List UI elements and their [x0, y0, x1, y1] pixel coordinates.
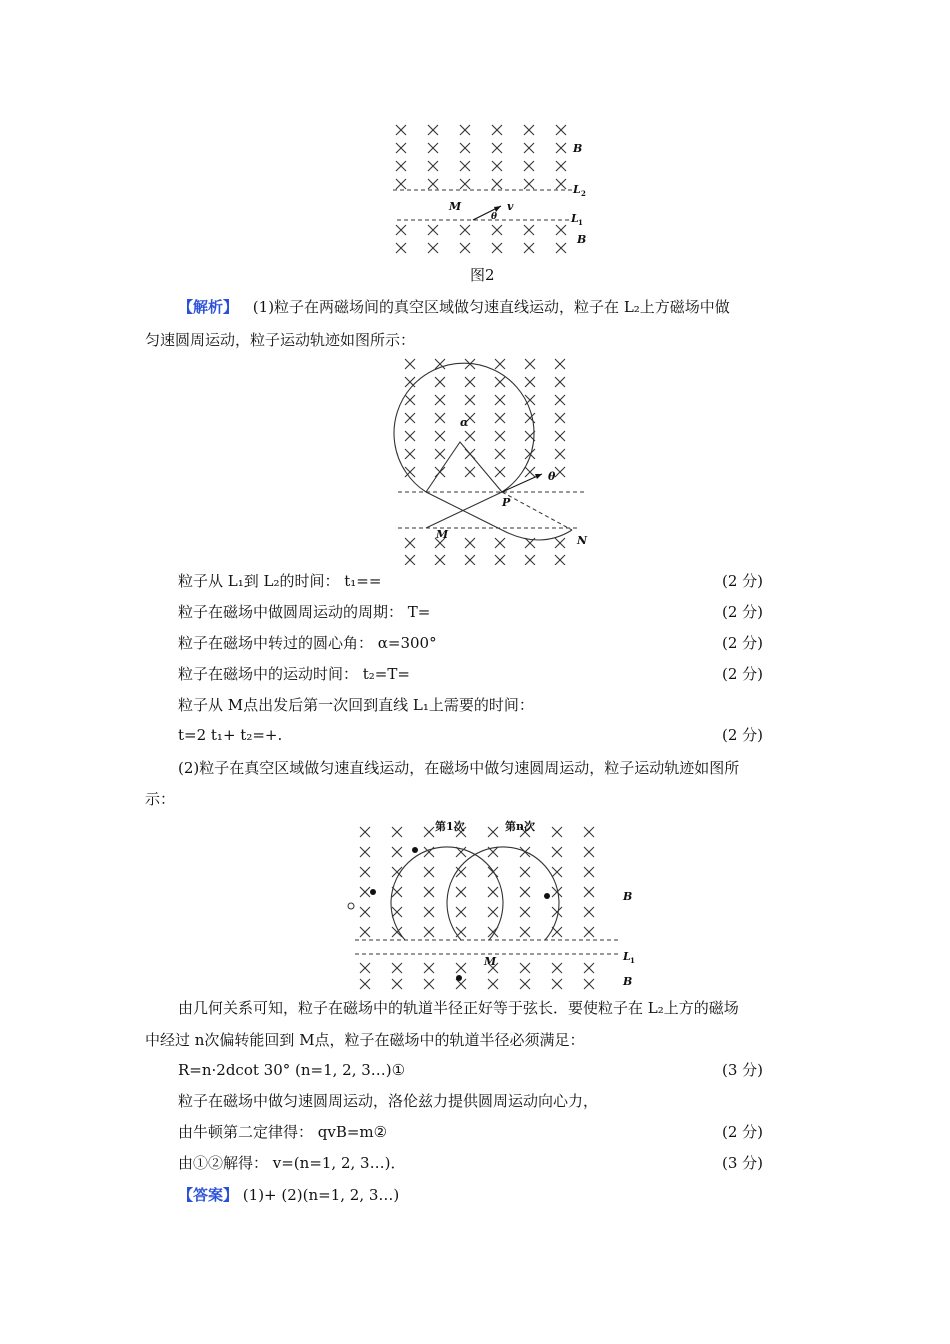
label-M: M: [449, 200, 462, 213]
first-deflection-arc: [391, 847, 503, 940]
figure-3-diagram: [390, 350, 600, 565]
answer-tag: 【答案】: [178, 1186, 239, 1204]
label-nth: 第n次: [505, 820, 535, 833]
analysis-p1-line2: 匀速圆周运动，粒子运动轨迹如图所示：: [145, 331, 416, 349]
figure-2-diagram: [385, 118, 605, 260]
step-3: 粒子在磁场中转过的圆心角： α=300°: [178, 634, 437, 652]
step-5: 粒子从 M点出发后第一次回到直线 L₁上需要的时间：: [178, 696, 534, 714]
step-6-score: (2 分): [722, 726, 764, 744]
label-M: M: [436, 528, 449, 541]
figure-3: [390, 350, 600, 565]
step-1-score: (2 分): [722, 572, 764, 590]
center-dot-1: [412, 847, 418, 853]
exit-velocity-line: [502, 474, 542, 492]
step2-2: 粒子在磁场中做匀速圆周运动，洛伦兹力提供圆周运动向心力，: [178, 1092, 599, 1110]
step2-3-score: (2 分): [722, 1123, 764, 1141]
step-3-score: (2 分): [722, 634, 764, 652]
central-angle-radii: [426, 442, 502, 492]
dashed-extension: [502, 492, 572, 530]
answer-line: [178, 1185, 399, 1205]
label-B-top: B: [573, 142, 583, 155]
label-theta: θ: [548, 470, 556, 483]
analysis-tag: 【解析】: [178, 298, 239, 316]
analysis-line-1: [178, 297, 730, 317]
step2-4-score: (3 分): [722, 1154, 764, 1172]
center-dot-4: [456, 975, 462, 981]
nth-deflection-arc: [447, 847, 559, 940]
answer-text: (1)+ (2)(n=1, 2, 3…): [242, 1186, 400, 1204]
step2-1-score: (3 分): [722, 1061, 764, 1079]
figure-2-caption: 图2: [470, 266, 495, 284]
analysis-p3-line2: 中经过 n次偏转能回到 M点，粒子在磁场中的轨道半径必须满足：: [145, 1031, 585, 1049]
label-M: M: [484, 955, 497, 968]
lower-arc: [502, 530, 572, 540]
hollow-dot: [348, 903, 354, 909]
label-P: P: [502, 496, 511, 509]
label-theta: θ: [491, 212, 498, 222]
step2-1: R=n·2dcot 30° (n=1, 2, 3…)①: [178, 1061, 406, 1079]
label-L1: L: [623, 950, 631, 963]
analysis-p2-line1: (2)粒子在真空区域做匀速直线运动，在磁场中做匀速圆周运动，粒子运动轨迹如图所: [178, 759, 740, 777]
magnetic-field-cross-marks: [396, 125, 566, 253]
label-L1-sub: 1: [578, 218, 583, 227]
step-4-score: (2 分): [722, 665, 764, 683]
label-v: v: [507, 200, 514, 213]
magnetic-field-cross-marks: [405, 359, 565, 565]
step-6: t=2 t₁+ t₂=+.: [178, 726, 283, 744]
label-first: 第1次: [435, 820, 465, 833]
analysis-p3-line1: 由几何关系可知，粒子在磁场中的轨道半径正好等于弦长．要使粒子在 L₂上方的磁场: [178, 999, 739, 1017]
figure-4-diagram: [343, 812, 643, 994]
center-dot-2: [370, 889, 376, 895]
exit-arrow-head: [535, 474, 542, 479]
step2-3: 由牛顿第二定律得： qvB=m②: [178, 1123, 388, 1141]
label-L2-sub: 2: [581, 189, 586, 198]
step-2-score: (2 分): [722, 603, 764, 621]
center-dot-3: [544, 893, 550, 899]
label-B-bottom: B: [577, 233, 587, 246]
analysis-p1-line1: (1)粒子在两磁场间的真空区域做匀速直线运动，粒子在 L₂上方磁场中做: [252, 298, 730, 316]
label-alpha: α: [460, 416, 469, 429]
figure-2: [385, 118, 605, 260]
label-L1-sub: 1: [630, 956, 635, 965]
label-L1: L: [571, 212, 579, 225]
step-4: 粒子在磁场中的运动时间： t₂=T=: [178, 665, 410, 683]
analysis-p2-line2: 示：: [145, 790, 176, 808]
step-2: 粒子在磁场中做圆周运动的周期： T=: [178, 603, 431, 621]
figure-4: [343, 812, 643, 994]
step2-4: 由①②解得： v=(n=1, 2, 3…)．: [178, 1154, 406, 1172]
label-N: N: [577, 534, 588, 547]
label-L2: L: [573, 183, 581, 196]
label-B-top: B: [623, 890, 633, 903]
label-B-bottom: B: [623, 975, 633, 988]
step-1: 粒子从 L₁到 L₂的时间： t₁==: [178, 572, 382, 590]
